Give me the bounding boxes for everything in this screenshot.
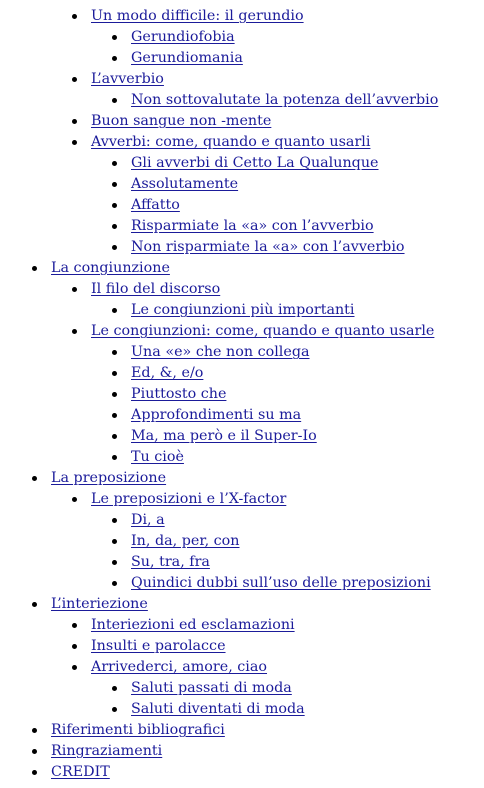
toc-link[interactable]: Le congiunzioni più importanti	[131, 302, 355, 318]
bullet-icon	[112, 581, 117, 586]
toc-item	[0, 447, 484, 468]
toc-item	[0, 510, 484, 531]
toc-item	[0, 342, 484, 363]
bullet-icon	[72, 497, 77, 502]
toc-link[interactable]: Buon sangue non -mente	[91, 113, 272, 129]
toc-item	[0, 195, 484, 216]
bullet-icon	[72, 287, 77, 292]
toc-link[interactable]: Non risparmiate la «a» con l’avverbio	[131, 239, 405, 255]
bullet-icon	[72, 329, 77, 334]
toc-item	[0, 300, 484, 321]
toc-link[interactable]: L’interiezione	[51, 596, 148, 612]
bullet-icon	[112, 518, 117, 523]
toc-link[interactable]: CREDIT	[51, 764, 110, 780]
bullet-icon	[112, 35, 117, 40]
toc-link[interactable]: Gli avverbi di Cetto La Qualunque	[131, 155, 379, 171]
toc-link[interactable]: Un modo difficile: il gerundio	[91, 8, 304, 24]
toc-link[interactable]: Su, tra, fra	[131, 554, 210, 570]
bullet-icon	[112, 413, 117, 418]
bullet-icon	[112, 434, 117, 439]
toc-item	[0, 111, 484, 132]
toc-link[interactable]: Riferimenti bibliografici	[51, 722, 225, 738]
toc-item	[0, 174, 484, 195]
bullet-icon	[112, 182, 117, 187]
bullet-icon	[112, 539, 117, 544]
toc-item	[0, 678, 484, 699]
bullet-icon	[32, 749, 37, 754]
toc-link[interactable]: Affatto	[131, 197, 180, 213]
toc-item	[0, 489, 484, 510]
toc-link[interactable]: Saluti diventati di moda	[131, 701, 305, 717]
bullet-icon	[112, 161, 117, 166]
bullet-icon	[32, 266, 37, 271]
toc-item	[0, 594, 484, 615]
bullet-icon	[112, 371, 117, 376]
bullet-icon	[112, 392, 117, 397]
toc-link[interactable]: Una «e» che non collega	[131, 344, 310, 360]
bullet-icon	[112, 98, 117, 103]
bullet-icon	[112, 560, 117, 565]
toc-item	[0, 363, 484, 384]
toc-link[interactable]: Di, a	[131, 512, 165, 528]
toc-link[interactable]: Approfondimenti su ma	[131, 407, 302, 423]
bullet-icon	[112, 455, 117, 460]
toc-item	[0, 573, 484, 594]
toc-link[interactable]: L’avverbio	[91, 71, 164, 87]
toc-item	[0, 720, 484, 741]
toc-link[interactable]: Risparmiate la «a» con l’avverbio	[131, 218, 374, 234]
toc-link[interactable]: Gerundiofobia	[131, 29, 235, 45]
toc-link[interactable]: Interiezioni ed esclamazioni	[91, 617, 295, 633]
bullet-icon	[112, 350, 117, 355]
toc-link[interactable]: Il filo del discorso	[91, 281, 221, 297]
bullet-icon	[72, 140, 77, 145]
toc-link[interactable]: Le preposizioni e l’X-factor	[91, 491, 287, 507]
toc-item	[0, 552, 484, 573]
toc-item	[0, 237, 484, 258]
toc-item	[0, 699, 484, 720]
bullet-icon	[72, 119, 77, 124]
toc-item	[0, 384, 484, 405]
bullet-icon	[32, 770, 37, 775]
toc-link[interactable]: Arrivederci, amore, ciao	[91, 659, 268, 675]
toc-item	[0, 216, 484, 237]
toc-link[interactable]: Tu cioè	[131, 449, 184, 465]
toc-item	[0, 657, 484, 678]
toc-link[interactable]: In, da, per, con	[131, 533, 240, 549]
toc-item	[0, 258, 484, 279]
toc-item	[0, 321, 484, 342]
toc-item	[0, 636, 484, 657]
toc-link[interactable]: Quindici dubbi sull’uso delle preposizioni	[131, 575, 431, 591]
bullet-icon	[112, 245, 117, 250]
bullet-icon	[32, 728, 37, 733]
toc-item	[0, 153, 484, 174]
toc-item	[0, 762, 484, 783]
toc-item	[0, 279, 484, 300]
bullet-icon	[32, 476, 37, 481]
bullet-icon	[72, 623, 77, 628]
toc-link[interactable]: La preposizione	[51, 470, 167, 486]
toc-link[interactable]: Ringraziamenti	[51, 743, 163, 759]
toc-item	[0, 69, 484, 90]
toc-item	[0, 6, 484, 27]
toc-item	[0, 741, 484, 762]
toc-item	[0, 132, 484, 153]
toc-link[interactable]: La congiunzione	[51, 260, 170, 276]
bullet-icon	[112, 308, 117, 313]
toc-link[interactable]: Insulti e parolacce	[91, 638, 226, 654]
toc-item	[0, 405, 484, 426]
toc-item	[0, 90, 484, 111]
bullet-icon	[112, 224, 117, 229]
toc-link[interactable]: Saluti passati di moda	[131, 680, 292, 696]
toc-link[interactable]: Avverbi: come, quando e quanto usarli	[91, 134, 371, 150]
toc-link[interactable]: Ed, &, e/o	[131, 365, 204, 381]
toc-link[interactable]: Gerundiomania	[131, 50, 243, 66]
bullet-icon	[72, 77, 77, 82]
table-of-contents	[0, 6, 484, 783]
bullet-icon	[112, 686, 117, 691]
toc-link[interactable]: Piuttosto che	[131, 386, 227, 402]
toc-link[interactable]: Non sottovalutate la potenza dell’avverbio	[131, 92, 439, 108]
bullet-icon	[72, 644, 77, 649]
bullet-icon	[112, 707, 117, 712]
toc-link[interactable]: Assolutamente	[131, 176, 239, 192]
bullet-icon	[72, 14, 77, 19]
toc-item	[0, 531, 484, 552]
toc-link[interactable]: Ma, ma però e il Super-Io	[131, 428, 317, 444]
toc-item	[0, 468, 484, 489]
bullet-icon	[112, 56, 117, 61]
toc-link[interactable]: Le congiunzioni: come, quando e quanto usarle	[91, 323, 435, 339]
toc-item	[0, 27, 484, 48]
toc-item	[0, 615, 484, 636]
bullet-icon	[112, 203, 117, 208]
bullet-icon	[32, 602, 37, 607]
toc-item	[0, 426, 484, 447]
bullet-icon	[72, 665, 77, 670]
toc-item	[0, 48, 484, 69]
